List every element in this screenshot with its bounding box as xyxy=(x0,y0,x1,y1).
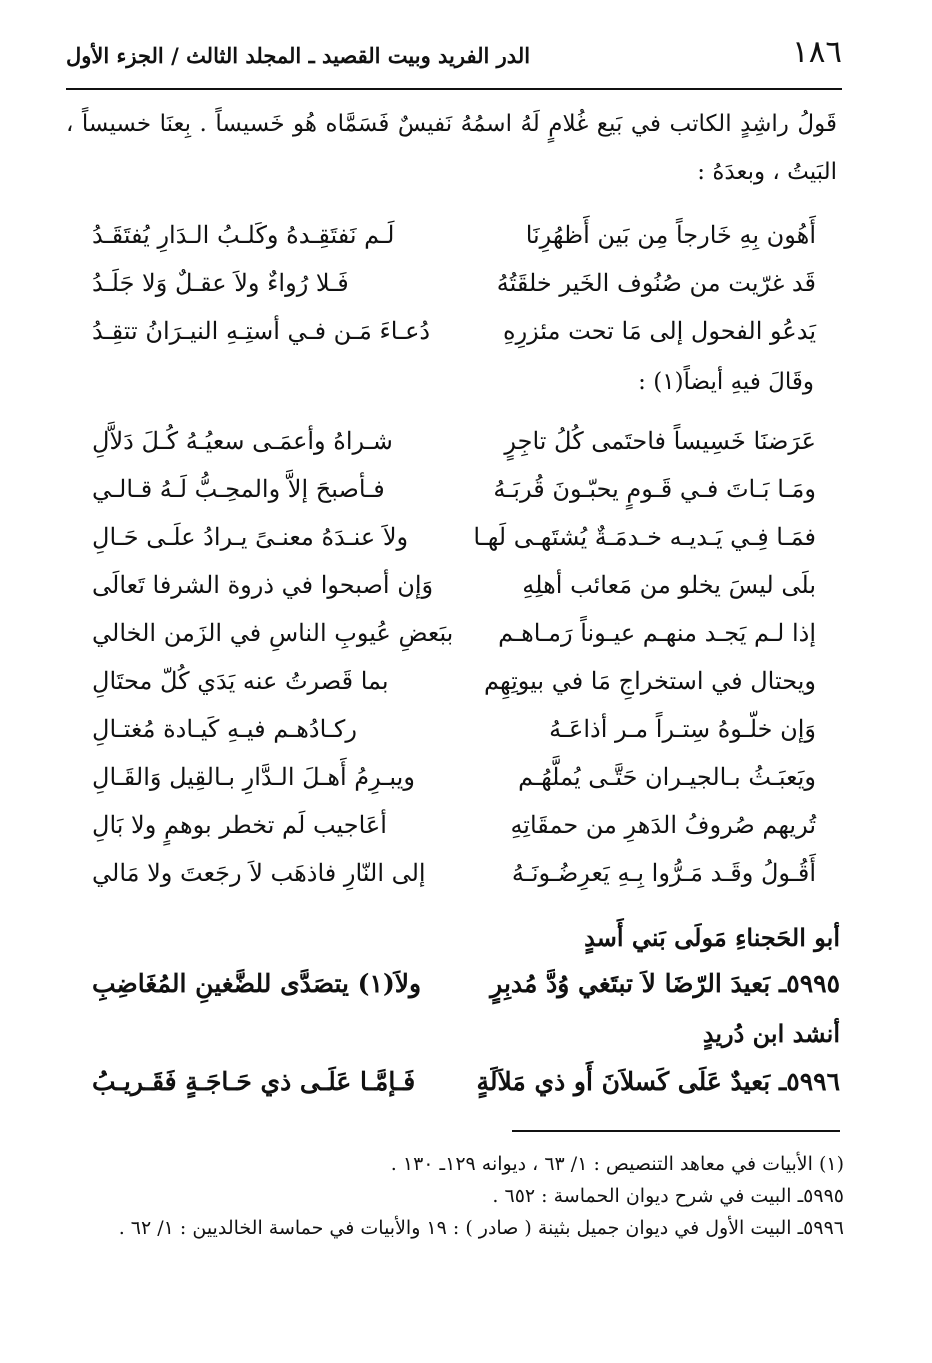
page-header xyxy=(66,32,842,90)
verse-second-hemistich: ركـادُهـم فيـهِ كَيـادة مُغتـالِ xyxy=(92,715,357,743)
verse-line xyxy=(92,418,816,466)
verse-second-hemistich: إلى النّارِ فاذهَب لاَ رجَعتَ ولا مَالي xyxy=(92,859,426,887)
verse-first-hemistich: إذا لـم يَجـد منهـم عيـوناً رَمـاهـم xyxy=(498,619,816,647)
verse-second-hemistich: لَـم نَفتَقِـدهُ وكَلـبُ الـدَارِ يُفتَقَـدُ xyxy=(92,221,395,249)
verse-second-hemistich: بما قَصرتُ عنه يَدَي كُلّ محتَالِ xyxy=(92,667,389,695)
verse-line xyxy=(92,562,816,610)
verse-line xyxy=(92,850,816,898)
intro-paragraph: قَولُ راشِدٍ الكاتب في بَيع غُلامٍ لَهُ اسمُهُ نَفيسٌ فَسَمَّاه هُو خَسيساً . بِعنَا خسيساً ، البَيتُ ، وبعدَهُ : xyxy=(66,111,837,185)
running-title: الدر الفريد وبيت القصيد ـ المجلد الثالث / الجزء الأول xyxy=(66,43,531,68)
verse-5996 xyxy=(92,1058,840,1108)
verse-line xyxy=(92,610,816,658)
verse-second-hemistich: فـأصبحَ إلاَّ والمحِـبُّ لَـهُ قـالـي xyxy=(92,475,385,503)
verse-second-hemistich: دُعـاءَ مَـن فـي أستِـهِ النيـرَانُ تتقِـدُ xyxy=(92,317,431,345)
verse-line xyxy=(92,260,816,308)
verse-first-hemistich xyxy=(490,960,840,1008)
verse-first-hemistich: عَرَضنَا خَسِيساً فاحتَمى كُلُ تاجِرٍ xyxy=(504,427,816,455)
verse-second-hemistich: فَـلا رُواءٌ ولاَ عقـلٌ وَلا جَلَـدُ xyxy=(92,269,349,297)
page-number: ١٨٦ xyxy=(792,34,842,70)
verse-second-hemistich: ولاَ عنـدَهُ معنـىً يـرادُ علَـى حَـالِ xyxy=(92,523,409,551)
verse-first-hemistich xyxy=(476,1058,840,1106)
verse-first-hemistich: تُريهم صُروفُ الدَهرِ من حمقَاتِهِ xyxy=(510,811,816,839)
verse-line xyxy=(92,466,816,514)
verse-first-hemistich: بلَى ليسَ يخلو من مَعائب أهلِهِ xyxy=(522,571,816,599)
verse-first-hemistich: ومَـا بَـاتَ فـي قَـومٍ يحبّـونَ قُربَـهُ xyxy=(493,475,816,503)
verse-first-hemistich: أَهُون بِهِ خَارجاً مِن بَين أَظهُرِنَا xyxy=(525,221,816,249)
verse-first-text: بَعيدٌ عَلَى كَسلاَنَ أَو ذي مَلاَلَةٍ xyxy=(476,1067,771,1096)
verse-first-hemistich: أَقُـولُ وقَـد مَـرُّوا بِـهِ يَعرِضُـونَـهُ xyxy=(511,859,816,887)
verse-first-text: بَعيدَ الرّضَا لاَ تبتَغي وُدَّ مُدبِرٍ xyxy=(490,969,771,998)
poet-heading: أنشد ابن دُريدٍ xyxy=(702,1019,840,1048)
verse-second-hemistich: شـراهُ وأعمَـى سعيُـهُ كُـلَ دَلاَّلِ xyxy=(92,427,393,455)
poem-1 xyxy=(92,212,816,356)
verse-first-hemistich: ويَعبَـثُ بـالجيـران حَتَّـى يُملَّهُـم xyxy=(518,763,816,791)
footnote: ٥٩٩٦ـ البيت الأول في ديوان جميل بثينة ( صادر ) : ١٩ والأبيات في حماسة الخالديين : ١/ ٦٢ . xyxy=(118,1217,844,1239)
verse-number: ٥٩٩٦ـ xyxy=(778,1067,840,1096)
verse-first-hemistich: ويحتال في استخراجِ مَا في بيوتِهِم xyxy=(484,667,816,695)
header-rule xyxy=(66,88,842,90)
transition-line: وقَالَ فيهِ أيضاً(١) : xyxy=(638,369,814,395)
verse-line xyxy=(92,754,816,802)
verse-line xyxy=(92,802,816,850)
verse-second-hemistich: ولاَ(١) يتصَدَّى للضَّغينِ المُغَاضِبِ xyxy=(92,969,422,998)
poem-2 xyxy=(92,418,816,898)
poet-heading: أبو الحَجناءِ مَولَى بَني أَسدٍ xyxy=(584,923,840,952)
verse-second-hemistich: ببَعضِ عُيوبِ الناسِ في الزَمن الخالي xyxy=(92,619,454,647)
verse-first-hemistich: قَد غرّيت من صُنُوف الخَير خلقَتُهُ xyxy=(496,269,816,297)
footnotes xyxy=(66,1148,844,1244)
verse-second-hemistich: أعَاجيب لَم تخطر بوهمٍ ولا بَالِ xyxy=(92,811,387,839)
verse-line xyxy=(92,706,816,754)
footnote: (١) الأبيات في معاهد التنصيص : ١/ ٦٣ ، ديوانه ١٢٩ـ ١٣٠ . xyxy=(390,1153,844,1175)
verse-line xyxy=(92,308,816,356)
verse-first-hemistich: وَإن خلّـوهُ سِتـراً مـر أذاعَـهُ xyxy=(549,715,816,743)
verse-line xyxy=(92,212,816,260)
verse-second-hemistich: فَـإمَّـا عَلَـى ذي حَـاجَـةٍ فَقَـريـبُ xyxy=(92,1067,416,1096)
verse-second-hemistich: ويبـرِمُ أَهـلَ الـدَّارِ بـالقِيل وَالقَـالِ xyxy=(92,763,415,791)
verse-line xyxy=(92,658,816,706)
verse-second-hemistich: وَإن أصبحوا في ذروة الشرفا تَعالَى xyxy=(92,571,434,599)
verse-first-hemistich: فمَـا فِـي يَـديـه خـدمَـةٌ يُشتَهـى لَهـا xyxy=(473,523,816,551)
footnote: ٥٩٩٥ـ البيت في شرح ديوان الحماسة : ٦٥٢ . xyxy=(492,1185,844,1207)
verse-line xyxy=(92,514,816,562)
verse-first-hemistich: يَدعُو الفحول إلى مَا تحت مئزرِهِ xyxy=(503,317,816,345)
footnote-rule xyxy=(512,1130,840,1132)
verse-5995 xyxy=(92,960,840,1010)
verse-number: ٥٩٩٥ـ xyxy=(778,969,840,998)
